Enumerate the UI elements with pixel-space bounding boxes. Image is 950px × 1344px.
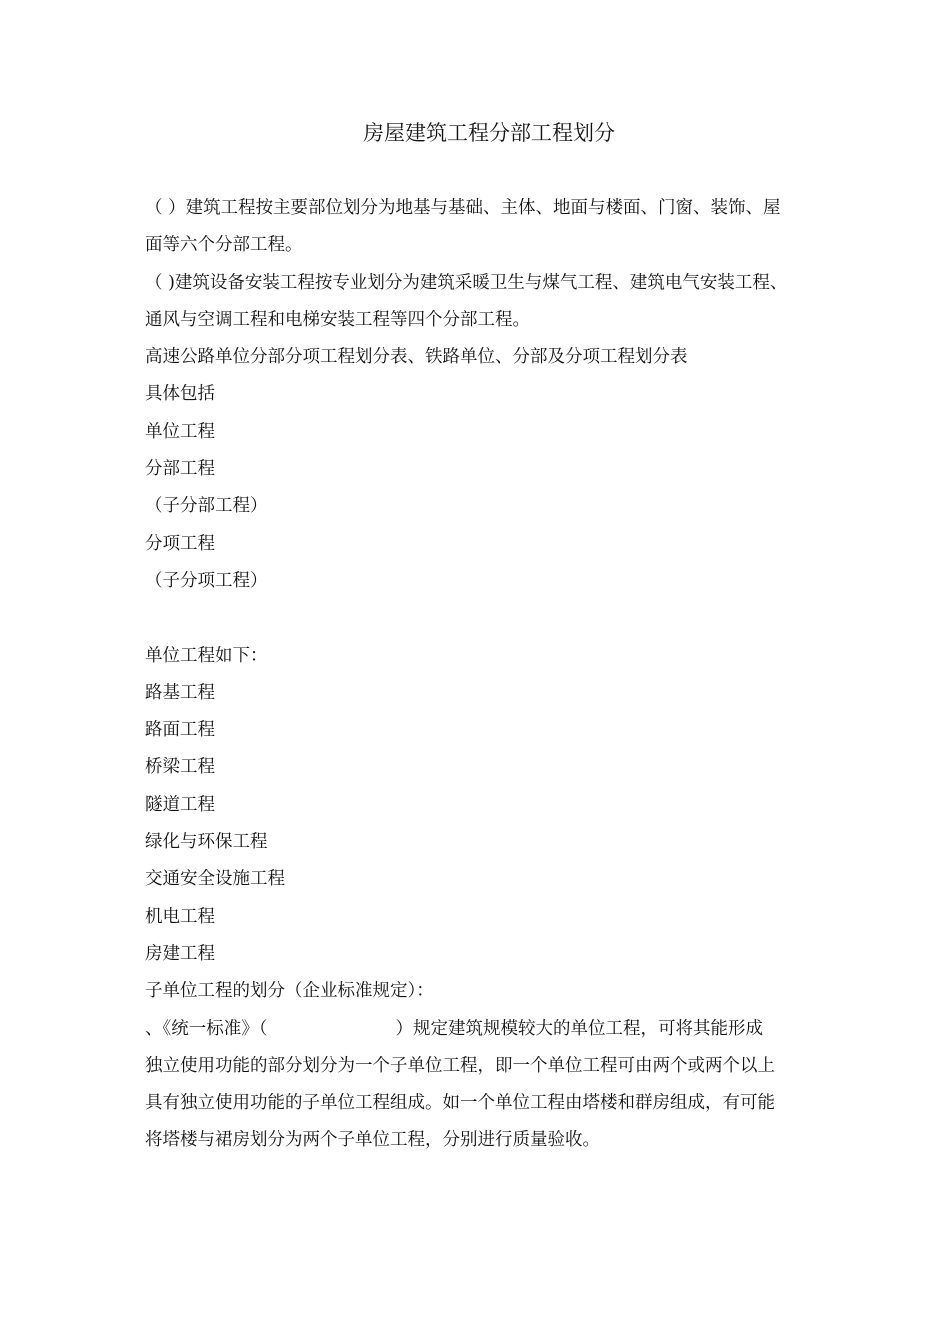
include-line: 具体包括 bbox=[145, 384, 215, 405]
list-item: 绿化与环保工程 bbox=[145, 832, 268, 853]
list-item: 桥梁工程 bbox=[145, 757, 215, 778]
highway-table-line: 高速公路单位分部分项工程划分表、铁路单位、分部及分项工程划分表 bbox=[145, 347, 688, 368]
division-project-line: 分部工程 bbox=[145, 459, 215, 480]
paragraph-2-line-1: （ )建筑设备安装工程按专业划分为建筑采暖卫生与煤气工程、建筑电气安装工程、 bbox=[145, 272, 788, 293]
paragraph-3-line-4: 将塔楼与裙房划分为两个子单位工程，分别进行质量验收。 bbox=[145, 1130, 600, 1151]
unit-list-heading: 单位工程如下： bbox=[145, 645, 268, 666]
paragraph-2-line-2: 通风与空调工程和电梯安装工程等四个分部工程。 bbox=[145, 309, 530, 330]
document-title: 房屋建筑工程分部工程划分 bbox=[363, 121, 615, 145]
paragraph-3-line-2: 独立使用功能的部分划分为一个子单位工程，即一个单位工程可由两个或两个以上 bbox=[145, 1055, 775, 1076]
blank-line bbox=[145, 600, 837, 637]
subitem-project-line: （子分项工程） bbox=[145, 570, 268, 591]
unit-project-line: 单位工程 bbox=[145, 421, 215, 442]
document-body bbox=[145, 190, 837, 1160]
list-item: 路基工程 bbox=[145, 682, 215, 703]
paragraph-3-line-3: 具有独立使用功能的子单位工程组成。如一个单位工程由塔楼和群房组成，有可能 bbox=[145, 1093, 775, 1114]
paragraph-3-line-1-start: 、《统一标准》（ bbox=[145, 1018, 268, 1039]
paragraph-3-line-1-end: ）规定建筑规模较大的单位工程，可将其能形成 bbox=[395, 1018, 763, 1039]
list-item: 交通安全设施工程 bbox=[145, 869, 285, 890]
paragraph-1-line-2: 面等六个分部工程。 bbox=[145, 235, 303, 256]
subdivision-project-line: （子分部工程） bbox=[145, 496, 268, 517]
paragraph-3-line-1 bbox=[145, 1011, 837, 1048]
list-item: 房建工程 bbox=[145, 943, 215, 964]
item-project-line: 分项工程 bbox=[145, 533, 215, 554]
list-item: 机电工程 bbox=[145, 906, 215, 927]
list-item: 隧道工程 bbox=[145, 794, 215, 815]
subunit-heading: 子单位工程的划分（企业标准规定）： bbox=[145, 981, 434, 1002]
paragraph-1-line-1: （ ）建筑工程按主要部位划分为地基与基础、主体、地面与楼面、门窗、装饰、屋 bbox=[145, 198, 781, 218]
list-item: 路面工程 bbox=[145, 720, 215, 741]
